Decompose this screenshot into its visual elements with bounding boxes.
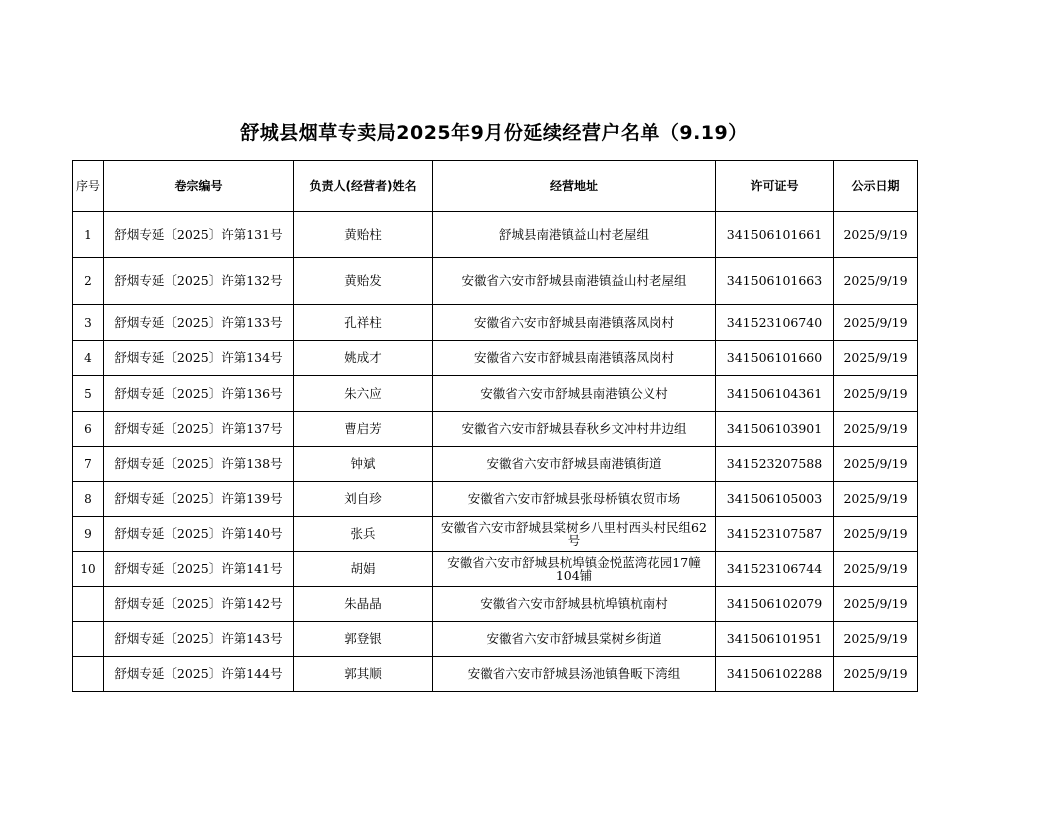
- header-license: 许可证号: [716, 161, 834, 212]
- cell-owner: 刘自珍: [294, 482, 433, 517]
- cell-license: 341523106744: [716, 552, 834, 587]
- cell-address: 舒城县南港镇益山村老屋组: [433, 212, 716, 258]
- cell-seq: 2: [73, 258, 104, 305]
- table-row: [73, 341, 918, 376]
- cell-file-no: 舒烟专延〔2025〕许第137号: [104, 412, 294, 447]
- cell-address: 安徽省六安市舒城县杭埠镇金悦蓝湾花园17幢104铺: [433, 552, 716, 587]
- cell-address: 安徽省六安市舒城县棠树乡街道: [433, 622, 716, 657]
- cell-file-no: 舒烟专延〔2025〕许第131号: [104, 212, 294, 258]
- cell-file-no: 舒烟专延〔2025〕许第139号: [104, 482, 294, 517]
- table-row: [73, 622, 918, 657]
- table-row: [73, 657, 918, 692]
- cell-address: 安徽省六安市舒城县张母桥镇农贸市场: [433, 482, 716, 517]
- cell-date: 2025/9/19: [834, 622, 918, 657]
- table-row: [73, 412, 918, 447]
- cell-address: 安徽省六安市舒城县汤池镇鲁畈下湾组: [433, 657, 716, 692]
- cell-file-no: 舒烟专延〔2025〕许第143号: [104, 622, 294, 657]
- cell-owner: 黄贻柱: [294, 212, 433, 258]
- cell-seq: 5: [73, 376, 104, 412]
- cell-address: 安徽省六安市舒城县南港镇落凤岗村: [433, 341, 716, 376]
- cell-owner: 孔祥柱: [294, 305, 433, 341]
- cell-file-no: 舒烟专延〔2025〕许第134号: [104, 341, 294, 376]
- operator-table: [72, 160, 918, 692]
- cell-address: 安徽省六安市舒城县杭埠镇杭南村: [433, 587, 716, 622]
- table-row: [73, 587, 918, 622]
- cell-date: 2025/9/19: [834, 305, 918, 341]
- cell-seq: 8: [73, 482, 104, 517]
- table-row: [73, 305, 918, 341]
- cell-date: 2025/9/19: [834, 657, 918, 692]
- cell-license: 341506105003: [716, 482, 834, 517]
- table-row: [73, 212, 918, 258]
- header-date: 公示日期: [834, 161, 918, 212]
- cell-owner: 张兵: [294, 517, 433, 552]
- cell-owner: 钟斌: [294, 447, 433, 482]
- cell-seq: 4: [73, 341, 104, 376]
- cell-license: 341506101663: [716, 258, 834, 305]
- cell-file-no: 舒烟专延〔2025〕许第136号: [104, 376, 294, 412]
- table-row: [73, 482, 918, 517]
- cell-date: 2025/9/19: [834, 447, 918, 482]
- cell-date: 2025/9/19: [834, 376, 918, 412]
- cell-license: 341506102288: [716, 657, 834, 692]
- header-owner: 负责人(经营者)姓名: [294, 161, 433, 212]
- table-header-row: [73, 161, 918, 212]
- cell-date: 2025/9/19: [834, 212, 918, 258]
- header-file-no: 卷宗编号: [104, 161, 294, 212]
- cell-owner: 朱六应: [294, 376, 433, 412]
- cell-owner: 郭其顺: [294, 657, 433, 692]
- cell-license: 341506104361: [716, 376, 834, 412]
- cell-license: 341506103901: [716, 412, 834, 447]
- cell-license: 341523106740: [716, 305, 834, 341]
- cell-date: 2025/9/19: [834, 587, 918, 622]
- cell-date: 2025/9/19: [834, 482, 918, 517]
- cell-address: 安徽省六安市舒城县春秋乡文冲村井边组: [433, 412, 716, 447]
- cell-file-no: 舒烟专延〔2025〕许第133号: [104, 305, 294, 341]
- cell-file-no: 舒烟专延〔2025〕许第141号: [104, 552, 294, 587]
- cell-owner: 姚成才: [294, 341, 433, 376]
- page-title: 舒城县烟草专卖局2025年9月份延续经营户名单（9.19）: [240, 122, 748, 144]
- cell-date: 2025/9/19: [834, 517, 918, 552]
- cell-seq: 6: [73, 412, 104, 447]
- cell-seq: [73, 622, 104, 657]
- cell-file-no: 舒烟专延〔2025〕许第140号: [104, 517, 294, 552]
- table-row: [73, 258, 918, 305]
- cell-license: 341506101661: [716, 212, 834, 258]
- table-row: [73, 552, 918, 587]
- cell-license: 341523207588: [716, 447, 834, 482]
- table-row: [73, 447, 918, 482]
- cell-address: 安徽省六安市舒城县南港镇街道: [433, 447, 716, 482]
- cell-address: 安徽省六安市舒城县南港镇益山村老屋组: [433, 258, 716, 305]
- cell-owner: 郭登银: [294, 622, 433, 657]
- cell-license: 341506102079: [716, 587, 834, 622]
- cell-owner: 黄贻发: [294, 258, 433, 305]
- cell-seq: 7: [73, 447, 104, 482]
- cell-date: 2025/9/19: [834, 552, 918, 587]
- cell-license: 341506101660: [716, 341, 834, 376]
- cell-address: 安徽省六安市舒城县南港镇落凤岗村: [433, 305, 716, 341]
- cell-seq: 10: [73, 552, 104, 587]
- cell-seq: [73, 587, 104, 622]
- header-address: 经营地址: [433, 161, 716, 212]
- cell-date: 2025/9/19: [834, 412, 918, 447]
- cell-seq: 3: [73, 305, 104, 341]
- cell-file-no: 舒烟专延〔2025〕许第138号: [104, 447, 294, 482]
- cell-date: 2025/9/19: [834, 258, 918, 305]
- table-body: [73, 212, 918, 692]
- table-row: [73, 517, 918, 552]
- cell-file-no: 舒烟专延〔2025〕许第144号: [104, 657, 294, 692]
- cell-seq: 9: [73, 517, 104, 552]
- cell-license: 341523107587: [716, 517, 834, 552]
- cell-license: 341506101951: [716, 622, 834, 657]
- cell-date: 2025/9/19: [834, 341, 918, 376]
- cell-seq: [73, 657, 104, 692]
- cell-owner: 胡娟: [294, 552, 433, 587]
- cell-file-no: 舒烟专延〔2025〕许第142号: [104, 587, 294, 622]
- cell-owner: 朱晶晶: [294, 587, 433, 622]
- cell-owner: 曹启芳: [294, 412, 433, 447]
- cell-address: 安徽省六安市舒城县南港镇公义村: [433, 376, 716, 412]
- cell-address: 安徽省六安市舒城县棠树乡八里村西头村民组62号: [433, 517, 716, 552]
- table-row: [73, 376, 918, 412]
- cell-file-no: 舒烟专延〔2025〕许第132号: [104, 258, 294, 305]
- header-seq: 序号: [73, 161, 104, 212]
- cell-seq: 1: [73, 212, 104, 258]
